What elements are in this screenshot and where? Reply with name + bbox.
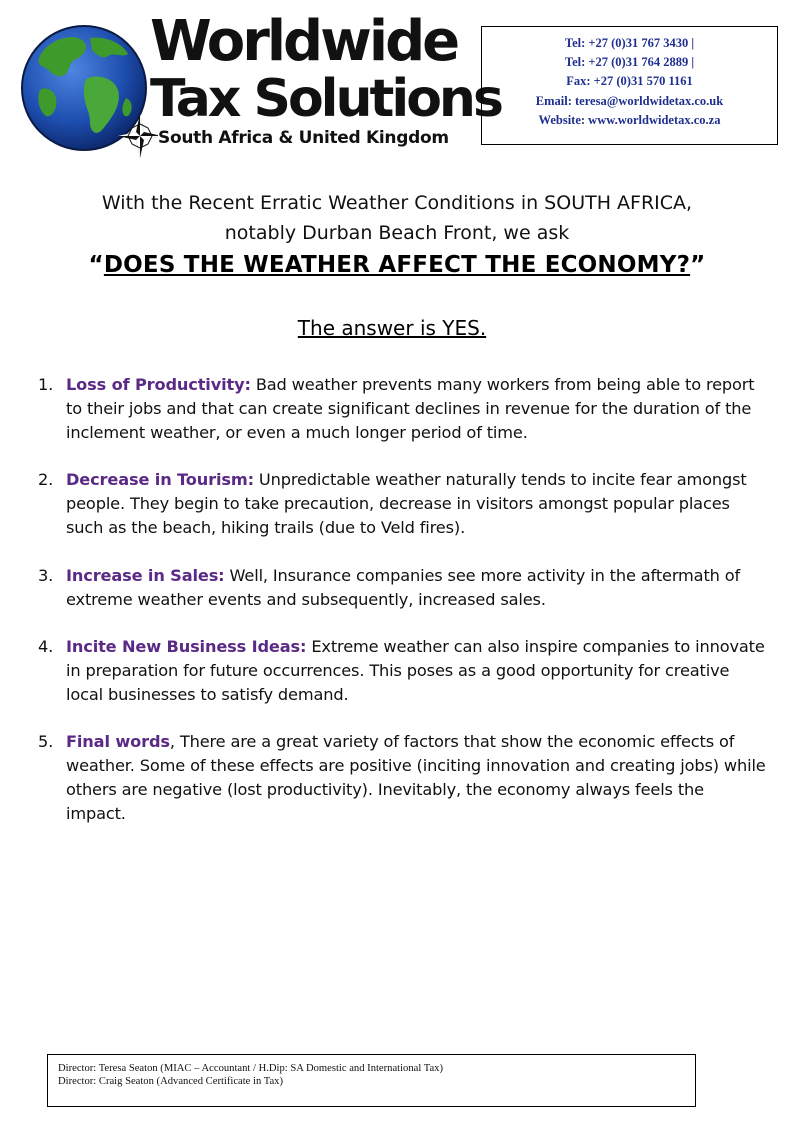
intro-line-2: notably Durban Beach Front, we ask [224, 222, 570, 244]
headline-open-quote: “ [88, 252, 104, 278]
item-heading: Increase in Sales: [66, 566, 225, 585]
item-text: Unpredictable weather naturally tends to incite fear amongst people. They begin to take precaution, decrease in visitors amongst popular places such as the beach, hiking trails (due to Veld fires). [66, 470, 747, 537]
item-number: 5. [38, 732, 54, 751]
contact-tel-2: Tel: +27 (0)31 764 2889 | [564, 55, 695, 70]
headline-close-quote: ” [690, 252, 706, 278]
list-item [38, 373, 768, 445]
item-number: 2. [38, 470, 54, 489]
letterhead [0, 0, 794, 165]
list-item [38, 730, 768, 826]
contact-email[interactable]: Email: teresa@worldwidetax.co.uk [535, 93, 724, 108]
intro-line-1: With the Recent Erratic Weather Conditions in SOUTH AFRICA, [101, 192, 693, 214]
item-heading: Decrease in Tourism: [66, 470, 254, 489]
item-number: 4. [38, 637, 54, 656]
item-heading: Final words [66, 732, 170, 751]
answer-text: The answer is YES. [297, 316, 487, 340]
item-text: , There are a great variety of factors that show the economic effects of weather. Some of these effects are positive (inciting innovation and creating jobs) while others are negative (lost productivity). Inevitably, the economy always feels the impact. [66, 732, 766, 823]
effects-list [38, 373, 768, 849]
contact-website[interactable]: Website: www.worldwidetax.co.za [538, 112, 721, 127]
contact-fax: Fax: +27 (0)31 570 1161 [566, 74, 693, 89]
item-heading: Loss of Productivity: [66, 375, 251, 394]
globe-compass-icon [18, 18, 158, 158]
brand-subtitle: South Africa & United Kingdom [158, 128, 449, 148]
footer-directors [47, 1054, 696, 1107]
brand-name-line2: Tax Solutions [150, 69, 501, 129]
item-heading: Incite New Business Ideas: [66, 637, 307, 656]
item-text: Bad weather prevents many workers from being able to report to their jobs and that can create significant declines in revenue for the duration of the inclement weather, or even a much longer period of time. [66, 375, 755, 442]
headline-text: DOES THE WEATHER AFFECT THE ECONOMY? [103, 252, 691, 278]
item-text: Extreme weather can also inspire companies to innovate in preparation for future occurrences. This poses as a good opportunity for creative local businesses to satisfy demand. [66, 637, 765, 704]
item-text: Well, Insurance companies see more activity in the aftermath of extreme weather events and subsequently, increased sales. [66, 566, 741, 609]
footer-director-1: Director: Teresa Seaton (MIAC – Accountant / H.Dip: SA Domestic and International Tax) [58, 1063, 443, 1074]
brand-name-line1: Worldwide [150, 9, 458, 74]
item-number: 1. [38, 375, 54, 394]
list-item [38, 468, 768, 540]
item-number: 3. [38, 566, 54, 585]
headline [0, 252, 794, 278]
contact-box [481, 26, 778, 145]
contact-tel-1: Tel: +27 (0)31 767 3430 | [564, 36, 695, 50]
list-item [38, 635, 768, 707]
list-item [38, 564, 768, 612]
footer-director-2: Director: Craig Seaton (Advanced Certificate in Tax) [58, 1076, 283, 1087]
